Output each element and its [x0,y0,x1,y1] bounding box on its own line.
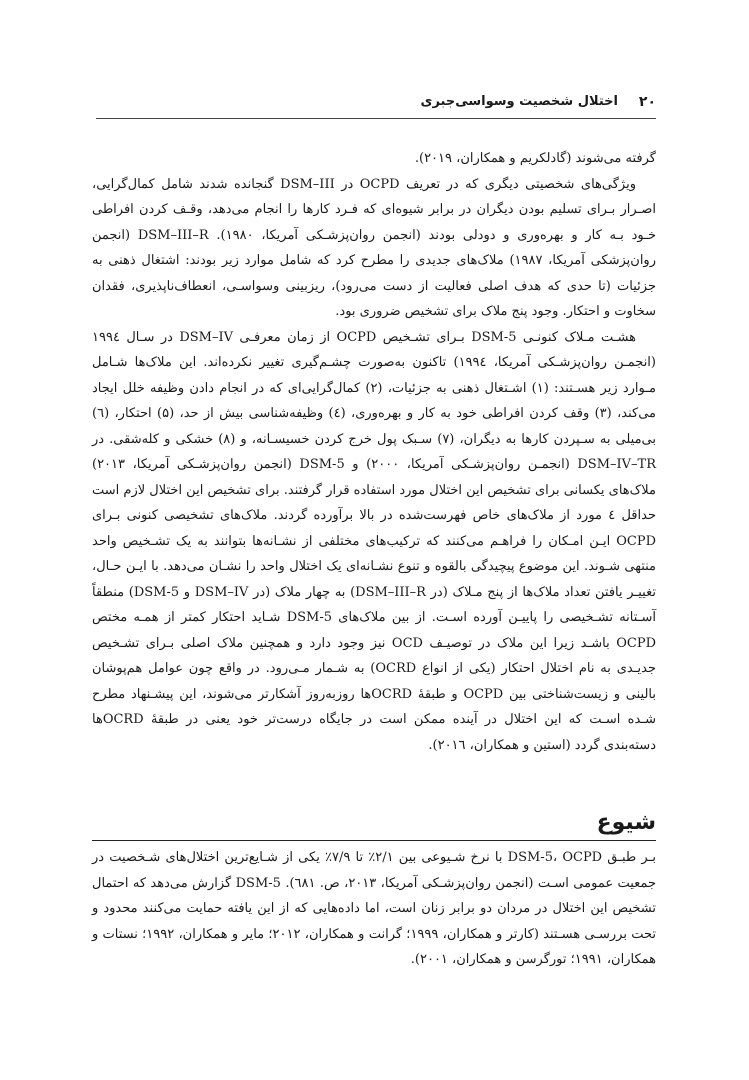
paragraph: ویژگی‌های شخصیتی دیگری که در تعریف OCPD در DSM–III گنجانده شدند شامل کمال‌گرایی، اصـرار بـرای تسلیم بودن دیگران در برابر شیوه‌ای که فـرد کارها را انجام می‌دهد، وقـف کردن افراطی خـود بـه کار و بهره‌وری و دودلی بودند (انجمن روان‌پزشـکی آمریکا، ۱۹۸۰). DSM–III–R (انجمن روان‌پزشکی آمریکا، ۱۹۸۷) ملاک‌های جدیدی را مطرح کرد که شامل موارد زیر بودند: اشتغال ذهنی به جزئیات (تا حدی که هدف اصلی فعالیت از دست می‌رود)، ریزبینی وسواسـی، انعطاف‌ناپذیری، فقدان سخاوت و احتکار. وجود پنج ملاک برای تشخیص ضروری بود. [92,176,656,319]
page-header [96,92,656,116]
prevalence-text [92,845,656,973]
section-rule [92,840,656,841]
running-title: اختلال شخصیت وسواسی‌جبری [420,94,618,109]
page-number: ۲۰ [638,94,656,110]
paragraph: هشـت مـلاک کنونـی DSM-5 بـرای تشـخیص OCPD از زمان معرفـی DSM–IV در سـال ۱۹۹٤ (انجمـن روان‌پزشـکی آمریکا، ۱۹۹٤) تاکنون به‌صورت چشـم‌گیری تغییر نکرده‌اند. این ملاک‌ها شـامل مـوارد زیر هسـتند: (۱) اشـتغال ذهنی به جزئیات، (۲) کمال‌گرایی‌ای که در انجام دادن وظیفه خلل ایجاد می‌کند، (۳) وقف کردن افراطی خود به کار و بهره‌وری، (٤) وظیفه‌شناسی بیش از حد، (۵) احتکار، (٦) بی‌میلی به سـپردن کارها به دیگران، (۷) سـبک پول خرج کردن خسیسـانه، و (۸) خشکی و کله‌شقی. در DSM–IV–TR (انجمـن روان‌پزشـکی آمریکا، ۲۰۰۰) و DSM-5 (انجمن روان‌پزشـکی آمریکا، ۲۰۱۳) ملاک‌های یکسانی برای تشخیص این اختلال مورد استفاده قرار گرفتند. برای تشخیص این اختلال لازم است حداقل ٤ مورد از ملاک‌های خاص فهرست‌شده در بالا برآورده گردند. ملاک‌های تشخیصی کنونی بـرای OCPD ایـن امـکان را فراهـم می‌کنند که ترکیب‌های مختلفی از نشـانه‌ها بتوانند به یک تشـخیص واحد منتهی شـوند. این موضوع پیچیدگی بالقوه و تنوع نشـانه‌ای یک اختلال واحد را نشـان می‌دهد. با ایـن حـال، تغییـر یافتن تعداد ملاک‌ها از پنج مـلاک (در DSM–III–R) به چهار ملاک (در DSM–IV و DSM-5) منطقاً آسـتانه تشـخیصی را پاییـن آورده اسـت. از بین ملاک‌های DSM-5 شـاید احتکار کمتر از همـه مختص OCPD باشـد زیرا این ملاک در توصیـف OCD نیز وجود دارد و همچنین ملاک اصلی بـرای تشـخیص جدیـدی به نام اختلال احتکار (یکی از انواع OCRD) به شـمار مـی‌رود. در واقع چون عوامل هم‌پوشان بالینی و زیست‌شناختی بین OCPD و طبقهٔ OCRDها روزبه‌روز آشکارتر می‌شوند، این پیشـنهاد مطرح شـده اسـت که این اختلال در آینده ممکن است در جایگاه درست‌تر خود یعنی در طبقهٔ OCRDها دسته‌بندی گردد (استین و همکاران، ۲۰۱٦). [92,329,657,753]
header-rule [96,118,656,119]
paragraph: گرفته می‌شوند (گادلکریم و همکاران، ۲۰۱۹). [414,151,656,166]
main-text [92,146,656,758]
paragraph: بـر طبـق DSM-5، OCPD با نرخ شـیوعی بین ۲/۱٪ تا ۷/۹٪ یکی از شـایع‌ترین اختلال‌های شـخصیت در جمعیت عمومی اسـت (انجمن روان‌پزشـکی آمریکا، ۲۰۱۳، ص. ٦۸۱). DSM-5 گزارش می‌دهد که احتمال تشخیص این اختلال در مردان دو برابر زنان است، اما داده‌هایی که از این یافته حمایت می‌کنند محدود و تحت بررسـی هسـتند (کارتر و همکاران، ۱۹۹۹؛ گرانت و همکاران، ۲۰۱۲؛ مایر و همکاران، ۱۹۹۲؛ نستات و همکاران، ۱۹۹۱؛ تورگرسن و همکاران، ۲۰۰۱). [92,850,656,967]
section-heading: شیوع [596,810,656,835]
